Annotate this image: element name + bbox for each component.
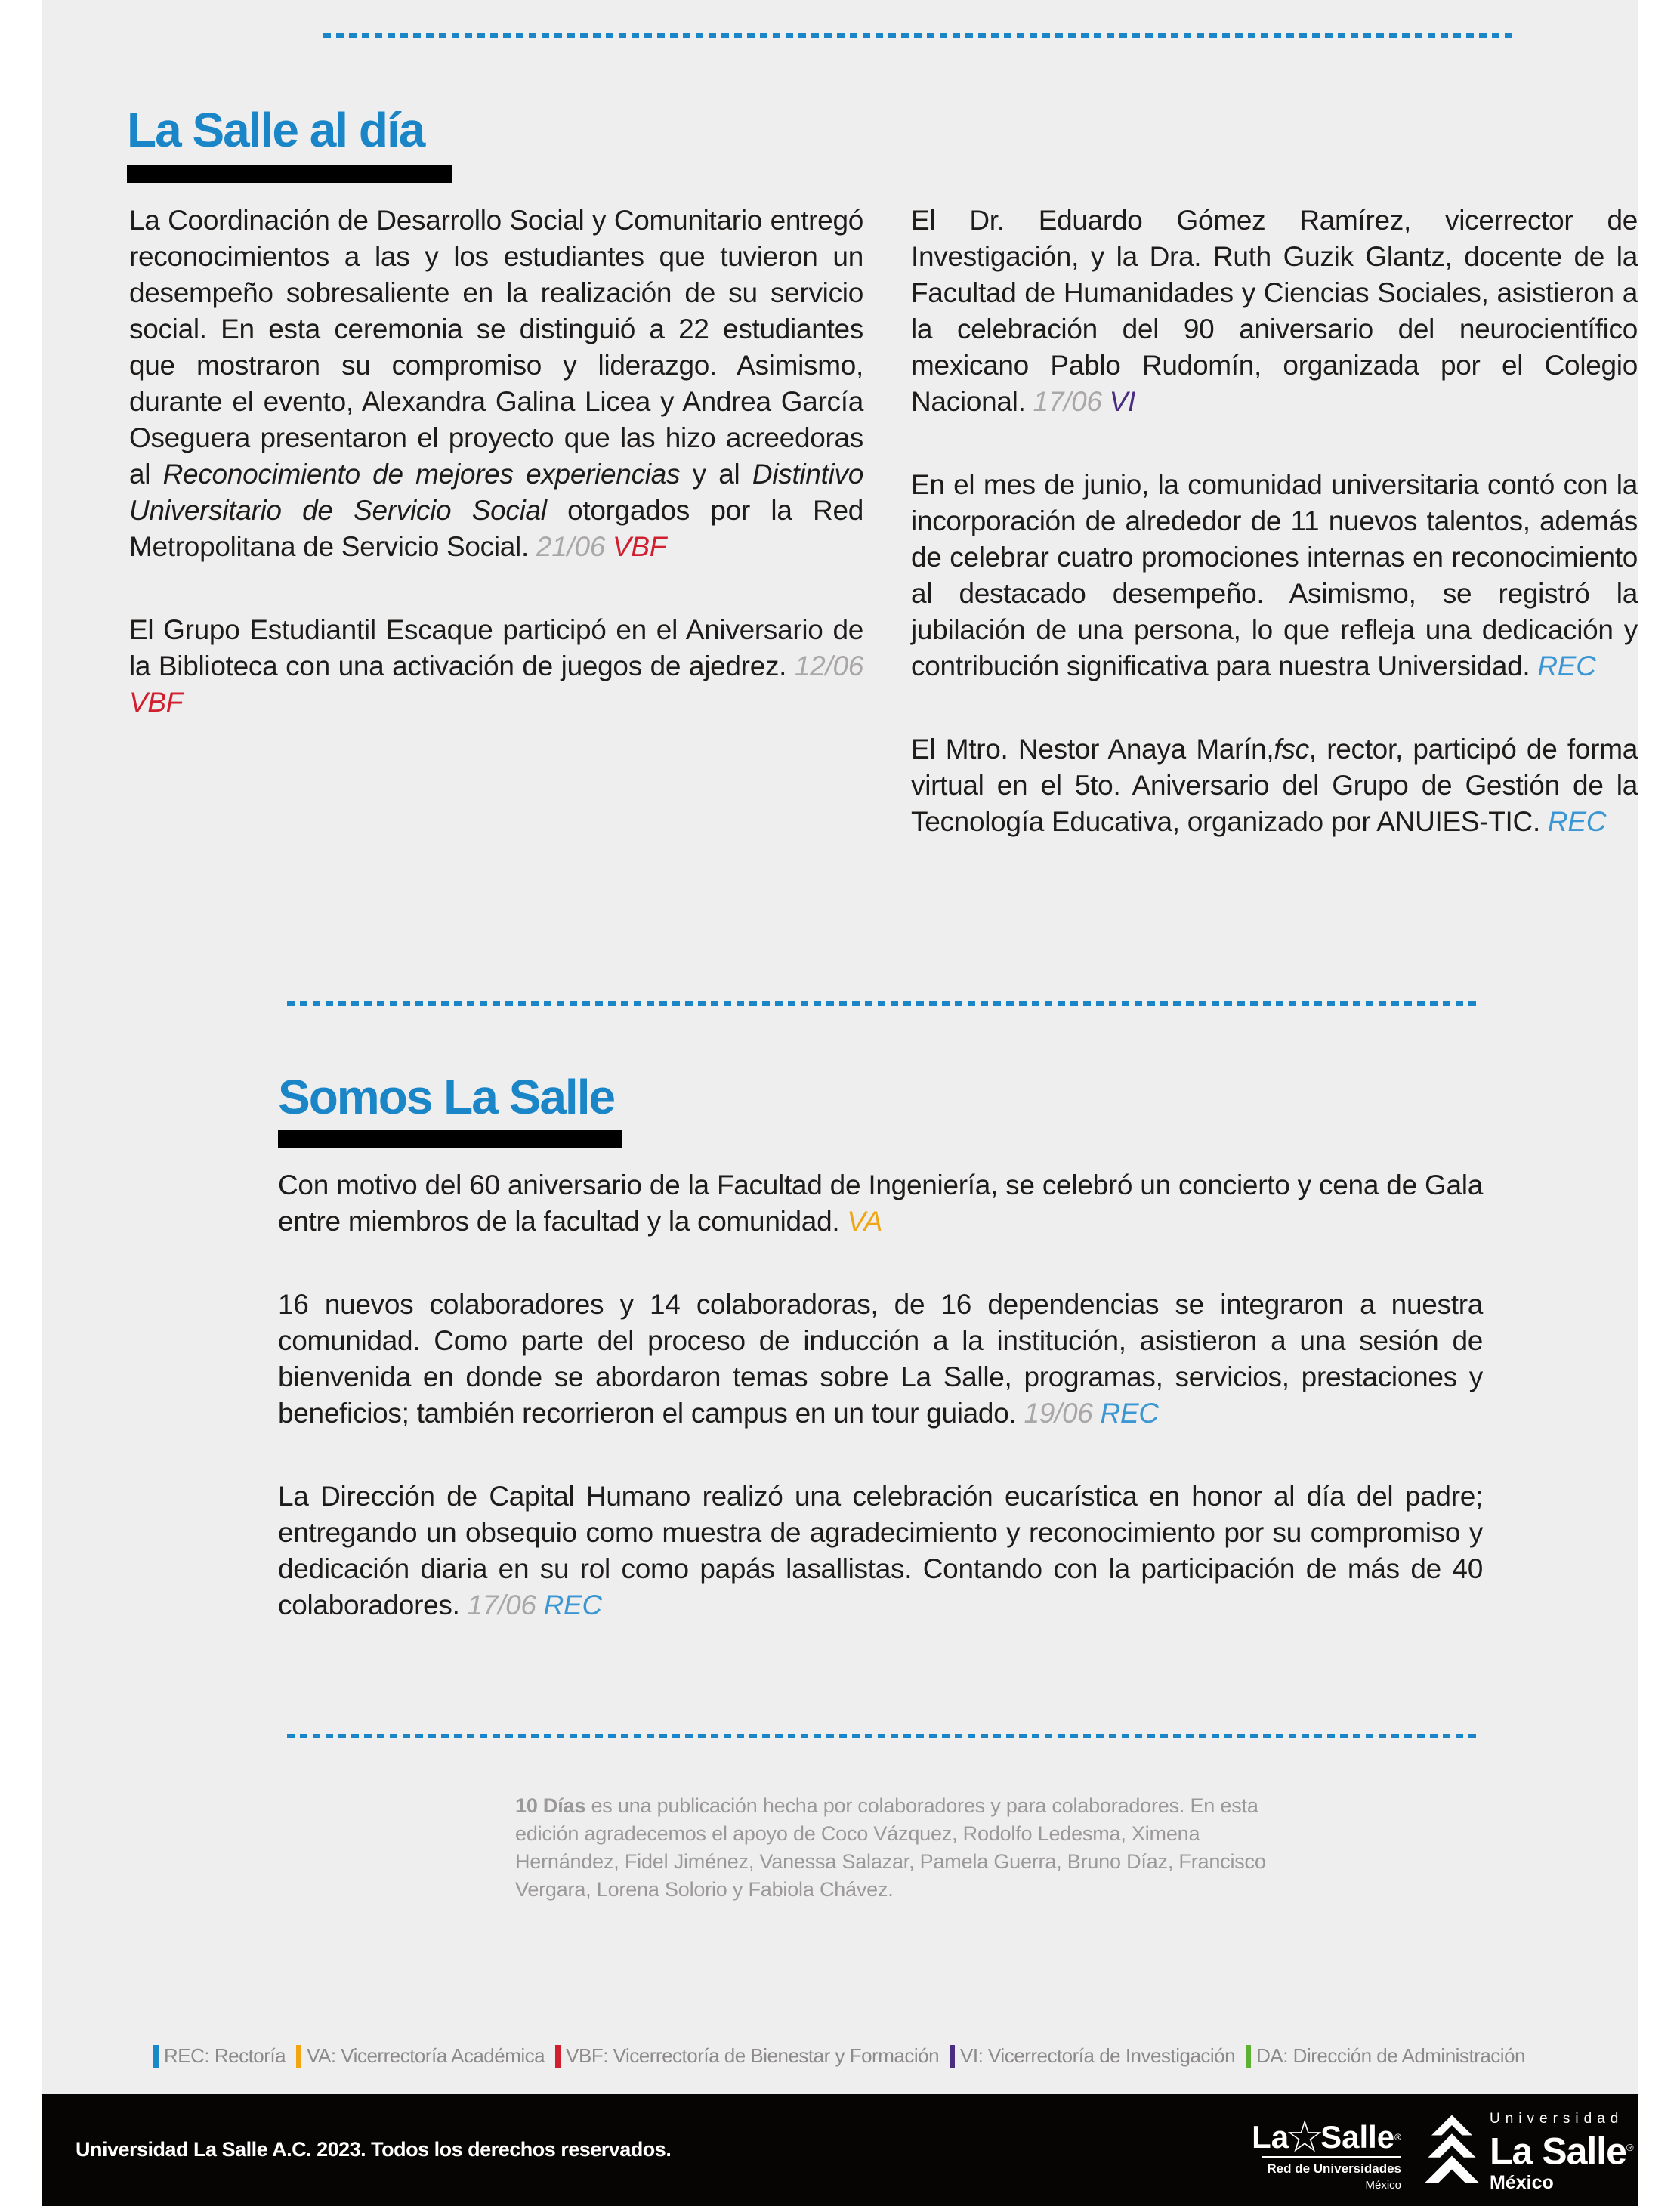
dept-tag-va: VA: [847, 1206, 883, 1237]
body-text: Con motivo del 60 aniversario de la Facultad de Ingeniería, se celebró un concierto y cena de Gala entre miembros de la facultad y la comunidad.: [278, 1169, 1483, 1237]
dept-tag-rec: REC: [543, 1590, 602, 1621]
body-text: El Mtro. Nestor Anaya Marín,: [911, 734, 1274, 765]
legend-item-da: [1246, 2044, 1525, 2068]
column-left: [129, 202, 863, 768]
publication-credits: [515, 1792, 1286, 1904]
legend-color-bar: [296, 2045, 301, 2068]
universidad-la-salle-logo: [1425, 2111, 1633, 2194]
publication-name: 10 Días: [515, 1794, 586, 1817]
news-paragraph: [278, 1478, 1483, 1624]
divider-dashed-bottom: [287, 1734, 1481, 1738]
dept-tag-rec: REC: [1537, 650, 1596, 681]
date-stamp: 17/06: [1033, 386, 1102, 417]
body-text: otorgados por la Red Metropolitana de Servicio Social.: [129, 495, 863, 562]
body-text-italic: fsc: [1274, 734, 1309, 765]
wordmark-la-salle: La Salle: [1490, 2130, 1626, 2173]
news-paragraph: [911, 202, 1638, 420]
date-stamp: 19/06: [1024, 1398, 1093, 1429]
legend-color-bar: [1246, 2045, 1251, 2068]
la-salle-network-logo: [1252, 2112, 1401, 2192]
legend-label: VA: Vicerrectoría Académica: [307, 2044, 545, 2067]
legend-color-bar: [555, 2045, 561, 2068]
body-text: y al: [692, 459, 740, 490]
date-stamp: 17/06: [467, 1590, 536, 1621]
body-text-italic: Reconocimiento de mejores experiencias: [162, 459, 681, 490]
star-icon: ☆: [1285, 2112, 1325, 2161]
legend-label: DA: Dirección de Administración: [1256, 2044, 1525, 2067]
wordmark-la: La: [1252, 2119, 1289, 2155]
body-text: En el mes de junio, la comunidad universitaria contó con la incorporación de alrededor de 11 nuevos talentos, además de celebrar cuatro promociones internas en reconocimiento al destacado desempeño. Asimismo, se registró la jubilación de una persona, lo que refleja una dedicación y contribución significativa para nuestra Universidad.: [911, 469, 1638, 681]
date-stamp: 12/06: [794, 650, 863, 681]
section-title-la-salle-al-dia: La Salle al día: [127, 103, 425, 157]
date-stamp: 21/06: [536, 531, 606, 562]
body-text-italic: Distintivo Universitario de Servicio Social: [129, 459, 864, 526]
la-salle-shield-icon: [1425, 2115, 1479, 2190]
title-underline-bar: [127, 165, 452, 183]
body-text: La Dirección de Capital Humano realizó una celebración eucarística en honor al día del padre; entregando un obsequio como muestra de agradecimiento y reconocimiento por su compromiso y dedicación diaria en su rol como papás lasallistas. Contando con la participación de más de 40 colaboradores.: [278, 1481, 1483, 1621]
registered-mark: ®: [1394, 2132, 1401, 2143]
legend-label: REC: Rectoría: [164, 2044, 286, 2067]
divider-dashed-middle: [287, 1001, 1481, 1006]
body-text: , rector, participó de forma virtual en el 5to. Aniversario del Grupo de Gestión de la Tecnología Educativa, organizado por ANUIES-TIC.: [911, 734, 1638, 837]
department-legend: [153, 2044, 1525, 2068]
legend-item-va: [296, 2044, 545, 2068]
registered-mark: ®: [1626, 2142, 1633, 2153]
news-paragraph: [129, 612, 863, 721]
body-text: La Coordinación de Desarrollo Social y Comunitario entregó reconocimientos a las y los estudiantes que tuvieron un desempeño sobresaliente en la realización de su servicio social. En esta ceremonia se distinguió a 22 estudiantes que mostraron su compromiso y liderazgo. Asimismo, durante el evento, Alexandra Galina Licea y Andrea García Oseguera presentaron el proyecto que las hizo acreedoras al: [129, 205, 863, 490]
content-panel: [42, 0, 1638, 2094]
legend-label: VI: Vicerrectoría de Investigación: [960, 2044, 1236, 2067]
wordmark-universidad: Universidad: [1490, 2111, 1624, 2127]
legend-item-vi: [950, 2044, 1235, 2068]
legend-label: VBF: Vicerrectoría de Bienestar y Formación: [566, 2044, 940, 2067]
news-paragraph: [278, 1167, 1483, 1240]
network-subtitle: Red de Universidades: [1267, 2161, 1401, 2176]
body-text: El Dr. Eduardo Gómez Ramírez, vicerrector de Investigación, y la Dra. Ruth Guzik Glantz, docente de la Facultad de Humanidades y Ciencias Sociales, asistieron a la celebración del 90 aniversario del neurocientífico mexicano Pablo Rudomín, organizada por el Colegio Nacional.: [911, 205, 1638, 417]
la-salle-network-wordmark: [1252, 2112, 1401, 2161]
dept-tag-rec: REC: [1547, 806, 1607, 837]
news-paragraph: [129, 202, 863, 565]
footer-bar: [42, 2094, 1638, 2206]
body-text: 16 nuevos colaboradores y 14 colaboradoras, de 16 dependencias se integraron a nuestra comunidad. Como parte del proceso de inducción a la institución, asistieron a una sesión de bienvenida en donde se abordaron temas sobre La Salle, programas, servicios, prestaciones y beneficios; también recorrieron el campus en un tour guiado.: [278, 1289, 1483, 1429]
legend-item-rec: [153, 2044, 286, 2068]
section-title-somos-la-salle: Somos La Salle: [278, 1070, 615, 1124]
network-country: México: [1365, 2179, 1401, 2192]
divider-dashed-top: [323, 33, 1514, 38]
dept-tag-vi: VI: [1109, 386, 1135, 417]
legend-color-bar: [950, 2045, 955, 2068]
wordmark-salle: Salle: [1320, 2119, 1395, 2155]
news-paragraph: [278, 1287, 1483, 1432]
dept-tag-vbf: VBF: [129, 687, 184, 718]
column-right: [911, 202, 1638, 887]
title-underline-bar: [278, 1130, 622, 1148]
legend-item-vbf: [555, 2044, 939, 2068]
news-paragraph: [911, 731, 1638, 840]
news-paragraph: [911, 467, 1638, 684]
universidad-la-salle-wordmark: [1490, 2111, 1633, 2194]
legend-color-bar: [153, 2045, 159, 2068]
credits-text: es una publicación hecha por colaboradores y para colaboradores. En esta edición agradecemos el apoyo de Coco Vázquez, Rodolfo Ledesma, Ximena Hernández, Fidel Jiménez, Vanessa Salazar, Pamela Guerra, Bruno Díaz, Francisco Vergara, Lorena Solorio y Fabiola Chávez.: [515, 1794, 1266, 1901]
dept-tag-vbf: VBF: [613, 531, 667, 562]
dept-tag-rec: REC: [1100, 1398, 1159, 1429]
wordmark-mexico: México: [1490, 2171, 1554, 2193]
body-text: El Grupo Estudiantil Escaque participó en el Aniversario de la Biblioteca con una activación de juegos de ajedrez.: [129, 614, 863, 681]
somos-section-text: [278, 1167, 1483, 1670]
copyright-text: Universidad La Salle A.C. 2023. Todos los derechos reservados.: [76, 2138, 672, 2161]
